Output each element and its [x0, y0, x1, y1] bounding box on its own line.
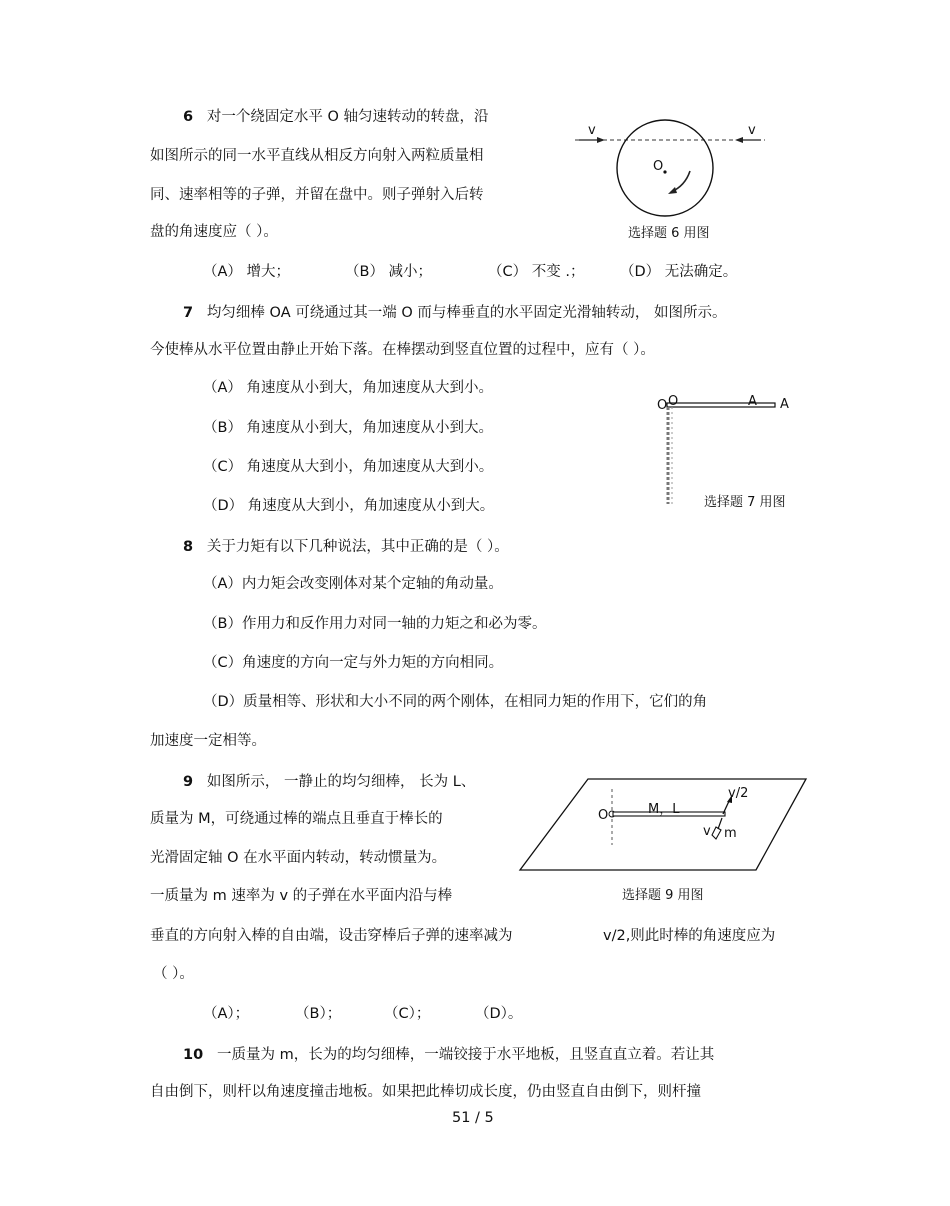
q9-label-v2: v/2 [728, 786, 749, 801]
q6-line-4: 盘的角速度应（ ）。 [150, 224, 278, 240]
q8-line-1 [183, 537, 509, 557]
q6-option-a: （A） 增大； [203, 264, 291, 280]
q9-line-5-right: v/2,则此时棒的角速度应为 [603, 928, 776, 944]
q6-caption: 选择题 6 用图 [628, 226, 710, 241]
q8-option-d: （D）质量相等、形状和大小不同的两个刚体，在相同力矩的作用下，它们的角 [203, 694, 708, 710]
q6-line-1 [183, 107, 489, 127]
q9-label-o: O [598, 808, 609, 823]
q10-text-1: 一质量为 m，长为的均匀细棒，一端铰接于水平地板，且竖直直立着。若让其 [217, 1047, 715, 1063]
q6-figure-disk [575, 118, 775, 218]
q9-option-a: （A）； [203, 1006, 250, 1022]
q7-text-1: 均匀细棒 OA 可绕通过其一端 O 而与棒垂直的水平固定光滑轴转动， 如图所示。 [206, 305, 727, 321]
q10-line-1 [183, 1045, 714, 1065]
q9-label-ml: M，L [648, 802, 680, 817]
q10-number: 10 [183, 1047, 204, 1063]
q7-option-c: （C） 角速度从大到小，角加速度从大到小。 [203, 459, 494, 475]
q8-option-b: （B）作用力和反作用力对同一轴的力矩之和必为零。 [203, 616, 547, 632]
q7-label-a: A [780, 397, 789, 412]
q9-number: 9 [183, 774, 194, 790]
q10-line-2: 自由倒下，则杆以角速度撞击地板。如果把此棒切成长度，仍由竖直自由倒下，则杆撞 [150, 1084, 701, 1100]
q6-option-d: （D） 无法确定。 [620, 264, 738, 280]
q7-option-b: （B） 角速度从小到大，角加速度从小到大。 [203, 420, 494, 436]
q6-option-b: （B） 减小； [345, 264, 433, 280]
q7-label-a-shadow: A [748, 394, 757, 409]
q7-option-a: （A） 角速度从小到大，角加速度从大到小。 [203, 380, 494, 396]
q9-figure-plane [518, 777, 808, 873]
q9-line-3: 光滑固定轴 O 在水平面内转动，转动惯量为。 [150, 850, 447, 866]
q9-label-m: m [724, 826, 737, 841]
q9-line-1 [183, 772, 475, 792]
q7-line-2: 今使棒从水平位置由静止开始下落。在棒摆动到竖直位置的过程中，应有（ ）。 [150, 342, 655, 358]
q6-option-c: （C） 不变 .； [488, 264, 585, 280]
q9-label-v: v [703, 824, 711, 839]
q7-label-o: O [657, 398, 668, 413]
q7-option-d: （D） 角速度从大到小，角加速度从小到大。 [203, 498, 495, 514]
q6-label-v-right: v [748, 123, 756, 138]
q6-label-v-left: v [588, 123, 596, 138]
page-number: 51 / 5 [452, 1110, 494, 1126]
q6-number: 6 [183, 109, 194, 125]
q9-option-b: （B）； [295, 1006, 342, 1022]
q8-text-1: 关于力矩有以下几种说法，其中正确的是（ ）。 [206, 539, 509, 555]
q9-caption: 选择题 9 用图 [622, 888, 704, 903]
q9-line-2: 质量为 M，可绕通过棒的端点且垂直于棒长的 [150, 811, 443, 827]
q8-option-c: （C）角速度的方向一定与外力矩的方向相同。 [203, 655, 504, 671]
q7-caption: 选择题 7 用图 [704, 495, 786, 510]
q6-text-1: 对一个绕固定水平 O 轴匀速转动的转盘，沿 [206, 109, 489, 125]
q7-line-1 [183, 303, 726, 323]
q9-text-1: 如图所示， 一静止的均匀细棒， 长为 L、 [206, 774, 476, 790]
q9-option-c: （C）； [384, 1006, 431, 1022]
q8-option-a: （A）内力矩会改变刚体对某个定轴的角动量。 [203, 576, 503, 592]
q9-line-5: 垂直的方向射入棒的自由端，设击穿棒后子弹的速率减为 [150, 928, 513, 944]
q6-line-2: 如图所示的同一水平直线从相反方向射入两粒质量相 [150, 148, 484, 164]
q8-number: 8 [183, 539, 194, 555]
q6-line-3: 同、速率相等的子弹，并留在盘中。则子弹射入后转 [150, 187, 484, 203]
q7-number: 7 [183, 305, 194, 321]
q8-option-d-cont: 加速度一定相等。 [150, 733, 266, 749]
q9-option-d: （D）。 [475, 1006, 523, 1022]
q7-label-o-shadow: O [668, 394, 679, 409]
q6-label-o: O [653, 159, 664, 174]
q9-line-6: （ ）。 [153, 966, 194, 982]
q9-line-4: 一质量为 m 速率为 v 的子弹在水平面内沿与棒 [150, 888, 453, 904]
